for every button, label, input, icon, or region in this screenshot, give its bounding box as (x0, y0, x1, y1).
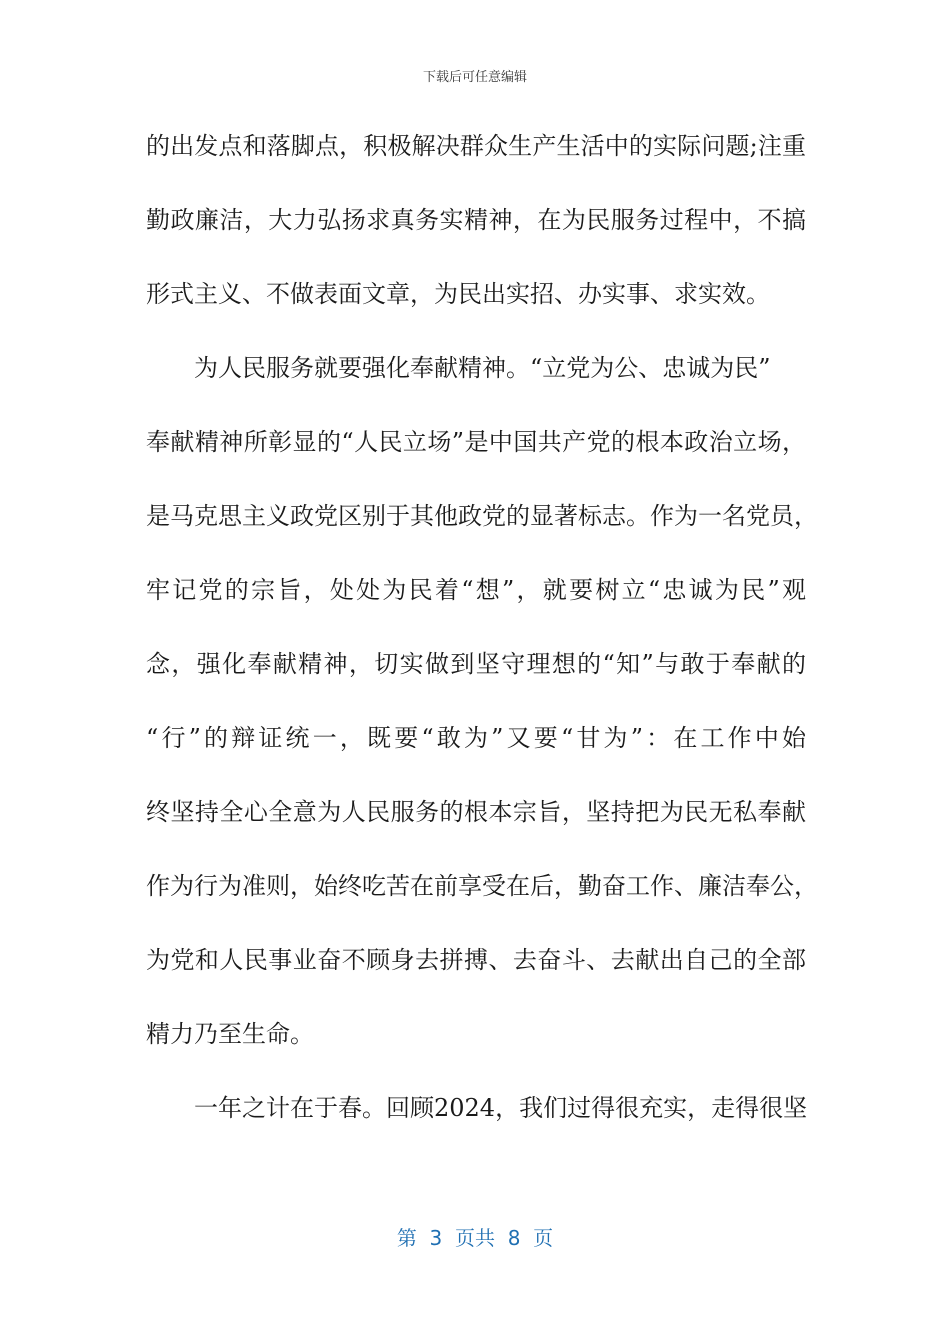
body-line: 形式主义、不做表面文章，为民出实招、办实事、求实效。 (146, 280, 770, 308)
page-header-note: 下载后可任意编辑 (422, 70, 527, 85)
body-line: 终坚持全心全意为人民服务的根本宗旨，坚持把为民无私奉献 (146, 798, 806, 826)
body-line: 作为行为准则，始终吃苦在前享受在后，勤奋工作、廉洁奉公， (146, 872, 818, 900)
body-line: 的出发点和落脚点，积极解决群众生产生活中的实际问题;注重 (146, 132, 806, 160)
body-line: “行”的辩证统一，既要“敢为”又要“甘为”：在工作中始 (146, 724, 806, 752)
body-line: 为党和人民事业奋不顾身去拼搏、去奋斗、去献出自己的全部 (146, 946, 806, 974)
body-line: 是马克思主义政党区别于其他政党的显著标志。作为一名党员， (146, 502, 818, 530)
paragraph-first-line: 一年之计在于春。回顾2024，我们过得很充实，走得很坚 (194, 1094, 808, 1122)
body-line: 牢记党的宗旨，处处为民着“想”，就要树立“忠诚为民”观 (146, 576, 806, 604)
body-line: 念，强化奉献精神，切实做到坚守理想的“知”与敢于奉献的 (146, 650, 806, 678)
body-line: 勤政廉洁，大力弘扬求真务实精神，在为民服务过程中，不搞 (146, 206, 806, 234)
document-body (146, 120, 818, 1156)
body-line: 奉献精神所彰显的“人民立场”是中国共产党的根本政治立场， (146, 428, 806, 456)
page-number-footer: 第 3 页共 8 页 (396, 1226, 554, 1250)
paragraph-first-line: 为人民服务就要强化奉献精神。“立党为公、忠诚为民” (194, 354, 771, 382)
body-line: 精力乃至生命。 (146, 1020, 314, 1048)
